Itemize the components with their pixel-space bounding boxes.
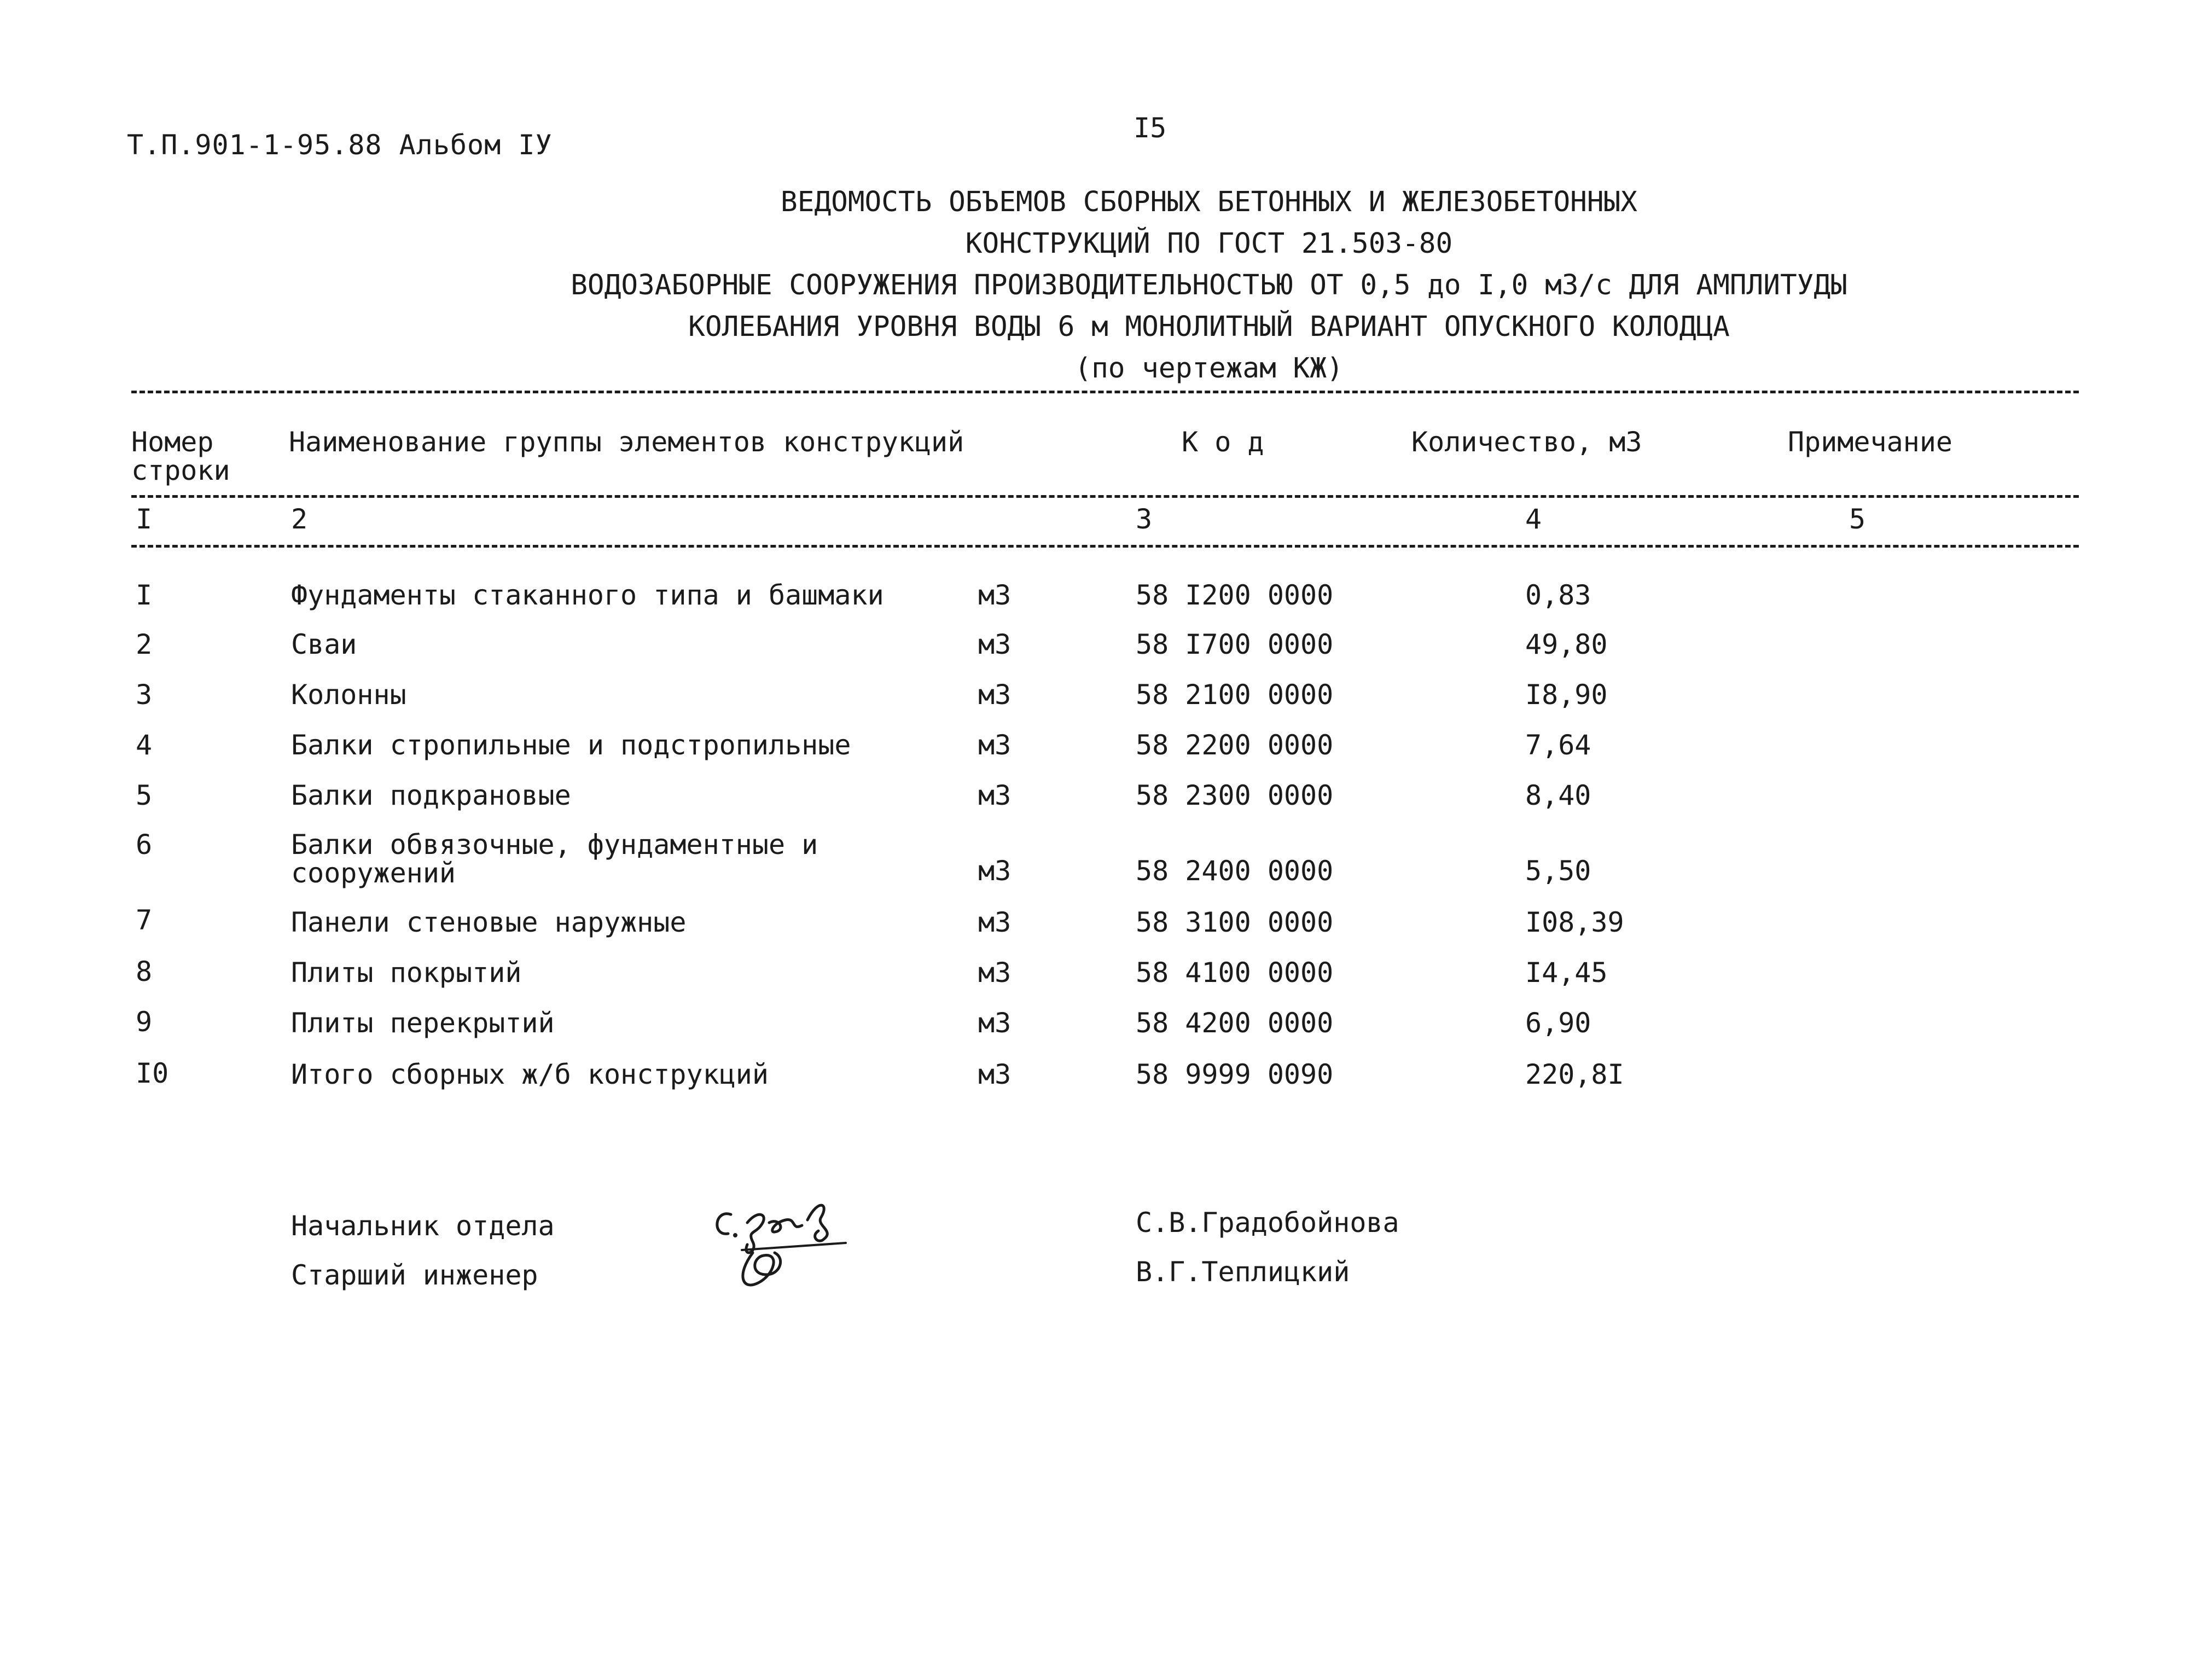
row-4-number: 4 — [136, 729, 153, 761]
row-7-quantity: I08,39 — [1525, 906, 1624, 938]
row-3-quantity: I8,90 — [1525, 679, 1608, 711]
row-8-unit: м3 — [978, 957, 1012, 989]
header-name: Наименование группы элементов конструкций — [289, 426, 964, 458]
row-6-number: 6 — [136, 829, 153, 861]
signature-role-2: Старший инженер — [291, 1259, 538, 1291]
row-10-unit: м3 — [978, 1059, 1012, 1090]
row-2-code: 58 I700 0000 — [1136, 629, 1334, 660]
column-number-5: 5 — [1849, 503, 1866, 535]
row-3-unit: м3 — [978, 679, 1012, 711]
header-code: К о д — [1182, 426, 1264, 458]
header-row-number-line2: строки — [131, 455, 230, 486]
header-row-number-line1: Номер — [131, 426, 214, 458]
header-quantity: Количество, м3 — [1411, 426, 1642, 458]
row-9-quantity: 6,90 — [1525, 1007, 1591, 1039]
header-note: Примечание — [1788, 426, 1953, 458]
column-numbers-rule — [131, 545, 2079, 548]
row-2-name: Сваи — [291, 629, 357, 660]
row-3-code: 58 2100 0000 — [1136, 679, 1334, 711]
row-2-number: 2 — [136, 629, 153, 660]
row-2-unit: м3 — [978, 629, 1012, 660]
row-1-quantity: 0,83 — [1525, 579, 1591, 611]
title-line-5: (по чертежам КЖ) — [1074, 352, 1344, 385]
row-7-code: 58 3100 0000 — [1136, 906, 1334, 938]
row-3-number: 3 — [136, 679, 153, 711]
signature-name-2: В.Г.Теплицкий — [1136, 1256, 1350, 1288]
page-number: I5 — [1134, 112, 1167, 144]
row-6-name — [291, 830, 818, 887]
row-5-name: Балки подкрановые — [291, 780, 571, 811]
row-6-code: 58 2400 0000 — [1136, 855, 1334, 887]
row-6-unit: м3 — [978, 855, 1012, 887]
row-1-unit: м3 — [978, 579, 1012, 611]
row-1-name: Фундаменты стаканного типа и башмаки — [291, 579, 884, 611]
row-8-number: 8 — [136, 956, 153, 987]
row-9-code: 58 4200 0000 — [1136, 1007, 1334, 1039]
table-top-rule — [131, 391, 2079, 393]
document-title — [547, 182, 1871, 390]
title-line-4: КОЛЕБАНИЯ УРОВНЯ ВОДЫ 6 м МОНОЛИТНЫЙ ВАРИАНТ ОПУСКНОГО КОЛОДЦА — [688, 311, 1730, 343]
album-code: Т.П.901-1-95.88 Альбом IУ — [127, 129, 553, 161]
title-line-1: ВЕДОМОСТЬ ОБЪЕМОВ СБОРНЫХ БЕТОННЫХ И ЖЕЛЕЗОБЕТОННЫХ — [781, 186, 1637, 218]
header-divider-rule — [131, 495, 2079, 498]
row-5-quantity: 8,40 — [1525, 780, 1591, 811]
row-4-code: 58 2200 0000 — [1136, 729, 1334, 761]
row-4-quantity: 7,64 — [1525, 729, 1591, 761]
row-6-name-line1: Балки обвязочные, фундаментные и — [291, 829, 818, 861]
row-8-code: 58 4100 0000 — [1136, 957, 1334, 989]
row-5-unit: м3 — [978, 780, 1012, 811]
row-10-name: Итого сборных ж/б конструкций — [291, 1059, 769, 1090]
column-number-1: I — [136, 503, 153, 535]
row-1-number: I — [136, 579, 153, 611]
header-row-number — [131, 428, 230, 485]
row-7-unit: м3 — [978, 906, 1012, 938]
title-line-2: КОНСТРУКЦИЙ ПО ГОСТ 21.503-80 — [965, 228, 1453, 260]
row-4-name: Балки стропильные и подстропильные — [291, 729, 851, 761]
handwritten-signature — [709, 1193, 884, 1302]
row-10-code: 58 9999 0090 — [1136, 1059, 1334, 1090]
row-7-name: Панели стеновые наружные — [291, 906, 687, 938]
row-8-quantity: I4,45 — [1525, 957, 1608, 989]
title-line-3: ВОДОЗАБОРНЫЕ СООРУЖЕНИЯ ПРОИЗВОДИТЕЛЬНОСТЬЮ ОТ 0,5 до I,0 м3/с ДЛЯ АМПЛИТУДЫ — [571, 269, 1847, 301]
signature-name-1: С.В.Градобойнова — [1136, 1207, 1399, 1239]
column-number-2: 2 — [291, 503, 308, 535]
row-10-quantity: 220,8I — [1525, 1059, 1624, 1090]
row-10-number: I0 — [136, 1057, 169, 1089]
row-3-name: Колонны — [291, 679, 406, 711]
row-5-number: 5 — [136, 780, 153, 811]
row-9-name: Плиты перекрытий — [291, 1007, 555, 1039]
row-5-code: 58 2300 0000 — [1136, 780, 1334, 811]
row-4-unit: м3 — [978, 729, 1012, 761]
row-7-number: 7 — [136, 904, 153, 936]
column-number-3: 3 — [1136, 503, 1153, 535]
row-9-unit: м3 — [978, 1007, 1012, 1039]
row-6-name-line2: сооружений — [291, 857, 456, 889]
column-number-4: 4 — [1525, 503, 1542, 535]
row-8-name: Плиты покрытий — [291, 957, 522, 989]
row-6-quantity: 5,50 — [1525, 855, 1591, 887]
signature-role-1: Начальник отдела — [291, 1210, 555, 1242]
row-1-code: 58 I200 0000 — [1136, 579, 1334, 611]
row-9-number: 9 — [136, 1006, 153, 1038]
row-2-quantity: 49,80 — [1525, 629, 1608, 660]
